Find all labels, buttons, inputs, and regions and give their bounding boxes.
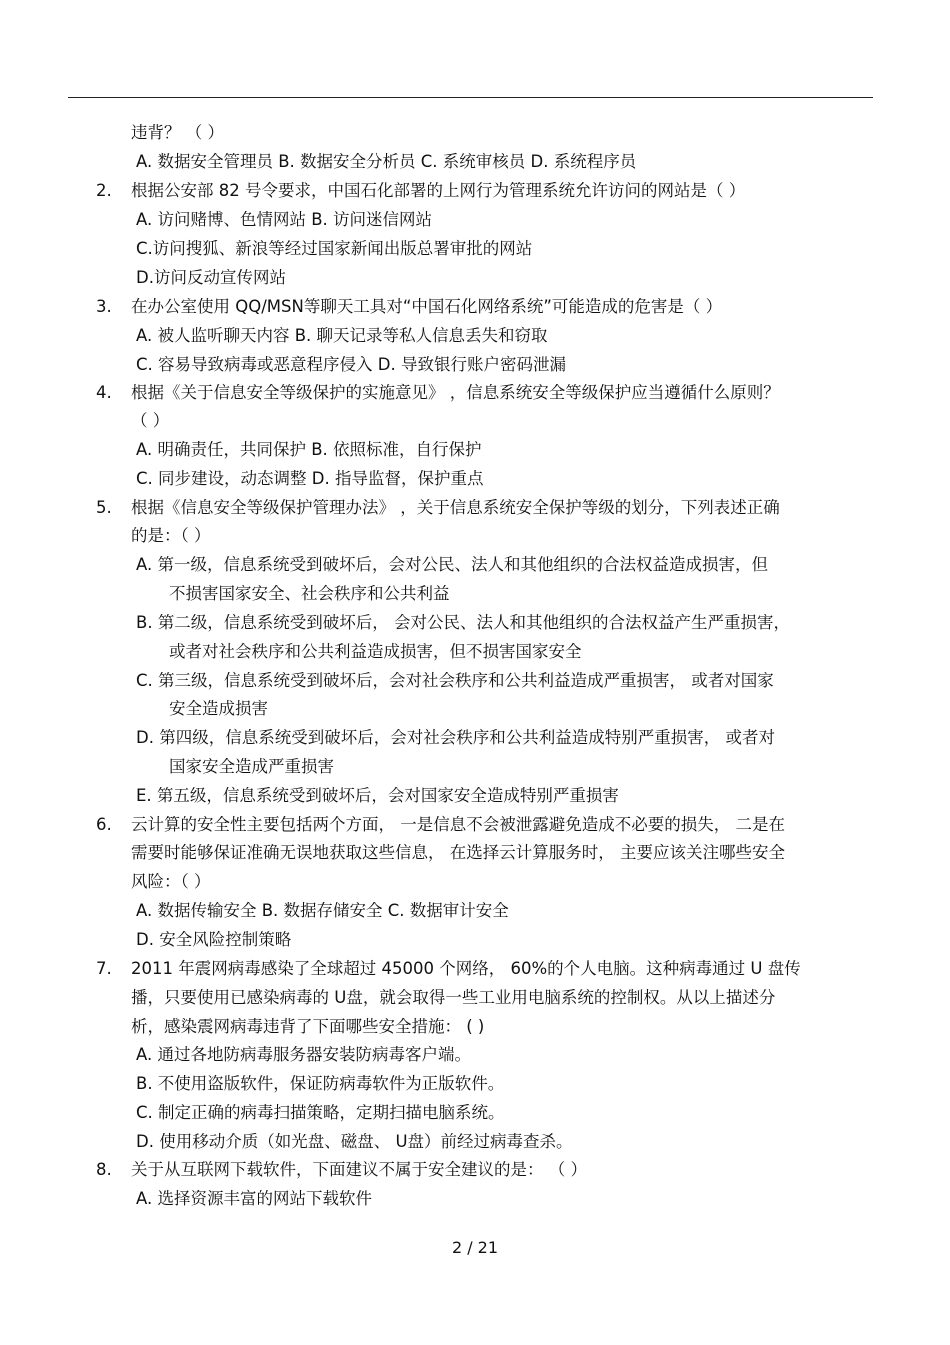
page-number: 2 / 21 <box>451 1238 499 1257</box>
question-7-number: 7. <box>96 959 112 978</box>
question-7-option-c: C. 制定正确的病毒扫描策略，定期扫描电脑系统。 <box>136 1103 505 1122</box>
question-8-option-a: A. 选择资源丰富的网站下载软件 <box>136 1189 372 1208</box>
question-7-option-b: B. 不使用盗版软件，保证防病毒软件为正版软件。 <box>136 1074 505 1093</box>
question-5-option-b-line2: 或者对社会秩序和公共利益造成损害，但不损害国家安全 <box>169 642 582 661</box>
question-7-option-a: A. 通过各地防病毒服务器安装防病毒客户端。 <box>136 1045 471 1064</box>
question-5-option-c-line2: 安全造成损害 <box>169 699 268 718</box>
question-2-option-c: C.访问搜狐、新浪等经过国家新闻出版总署审批的网站 <box>136 239 533 258</box>
question-5-option-c-line1: C. 第三级，信息系统受到破坏后，会对社会秩序和公共利益造成严重损害， 或者对国家 <box>136 671 774 690</box>
question-8-stem: 关于从互联网下载软件，下面建议不属于安全建议的是： （ ） <box>131 1160 587 1179</box>
question-4-options-ab: A. 明确责任，共同保护 B. 依照标准，自行保护 <box>136 440 482 459</box>
header-rule <box>68 97 873 98</box>
question-5-option-e: E. 第五级，信息系统受到破坏后，会对国家安全造成特别严重损害 <box>136 786 619 805</box>
question-6-stem-line3: 风险：（ ） <box>131 872 211 891</box>
question-3-number: 3. <box>96 297 112 316</box>
question-7-option-d: D. 使用移动介质（如光盘、磁盘、 U盘）前经过病毒查杀。 <box>136 1132 573 1151</box>
question-5-option-d-line1: D. 第四级，信息系统受到破坏后，会对社会秩序和公共利益造成特别严重损害， 或者对 <box>136 728 775 747</box>
question-5-number: 5. <box>96 498 112 517</box>
question-5-stem-line1: 根据《信息安全等级保护管理办法》 ，关于信息系统安全保护等级的划分，下列表述正确 <box>131 498 780 517</box>
question-3-options-cd: C. 容易导致病毒或恶意程序侵入 D. 导致银行账户密码泄漏 <box>136 355 566 374</box>
question-1-options: A. 数据安全管理员 B. 数据安全分析员 C. 系统审核员 D. 系统程序员 <box>136 152 637 171</box>
question-5-option-d-line2: 国家安全造成严重损害 <box>169 757 334 776</box>
question-4-stem: 根据《关于信息安全等级保护的实施意见》 ，信息系统安全等级保护应当遵循什么原则？ <box>131 383 780 402</box>
question-7-stem-line3: 析，感染震网病毒违背了下面哪些安全措施： ( ) <box>131 1017 485 1036</box>
question-5-option-a-line1: A. 第一级，信息系统受到破坏后，会对公民、法人和其他组织的合法权益造成损害，但 <box>136 555 768 574</box>
question-6-number: 6. <box>96 815 112 834</box>
question-4-options-cd: C. 同步建设，动态调整 D. 指导监督，保护重点 <box>136 469 484 488</box>
question-4-number: 4. <box>96 383 112 402</box>
question-1-continuation: 违背？ （ ） <box>131 123 224 142</box>
question-6-stem-line1: 云计算的安全性主要包括两个方面， 一是信息不会被泄露避免造成不必要的损失， 二是在 <box>131 815 785 834</box>
question-2-stem: 根据公安部 82 号令要求，中国石化部署的上网行为管理系统允许访问的网站是（ ） <box>131 181 746 200</box>
question-5-option-a-line2: 不损害国家安全、社会秩序和公共利益 <box>169 584 450 603</box>
question-7-stem-line1: 2011 年震网病毒感染了全球超过 45000 个网络， 60%的个人电脑。这种病毒通过 U 盘传 <box>131 959 801 978</box>
question-6-stem-line2: 需要时能够保证准确无误地获取这些信息， 在选择云计算服务时， 主要应该关注哪些安全 <box>131 843 785 862</box>
question-3-options-ab: A. 被人监听聊天内容 B. 聊天记录等私人信息丢失和窃取 <box>136 326 548 345</box>
question-6-options-abc: A. 数据传输安全 B. 数据存储安全 C. 数据审计安全 <box>136 901 509 920</box>
question-3-stem: 在办公室使用 QQ/MSN等聊天工具对“中国石化网络系统”可能造成的危害是（ ） <box>131 297 723 316</box>
question-4-answer-paren: （ ） <box>131 411 170 430</box>
question-7-stem-line2: 播，只要使用已感染病毒的 U盘，就会取得一些工业用电脑系统的控制权。从以上描述分 <box>131 988 776 1007</box>
question-8-number: 8. <box>96 1160 112 1179</box>
question-2-option-d: D.访问反动宣传网站 <box>136 268 286 287</box>
question-5-stem-line2: 的是：（ ） <box>131 526 211 545</box>
question-2-options-ab: A. 访问赌博、色情网站 B. 访问迷信网站 <box>136 210 433 229</box>
question-5-option-b-line1: B. 第二级，信息系统受到破坏后， 会对公民、法人和其他组织的合法权益产生严重损害， <box>136 613 791 632</box>
question-6-option-d: D. 安全风险控制策略 <box>136 930 292 949</box>
question-2-number: 2. <box>96 181 112 200</box>
